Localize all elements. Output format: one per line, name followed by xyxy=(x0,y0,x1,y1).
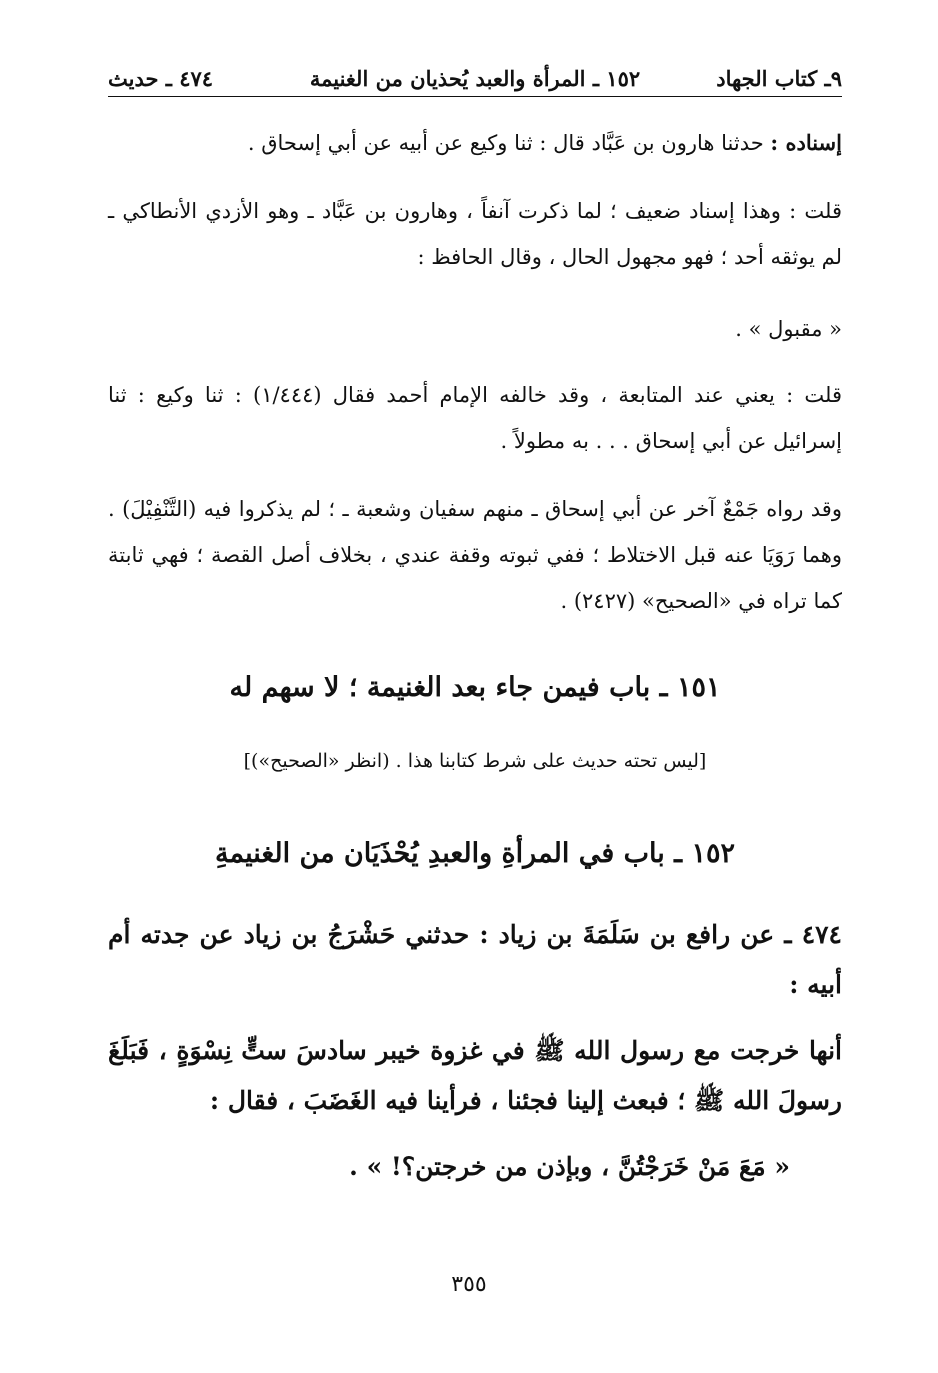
section-152-title: ١٥٢ ـ باب في المرأةِ والعبدِ يُحْذَيَان من الغنيمةِ xyxy=(214,838,736,869)
header-hadith-number: ٤٧٤ ـ حديث xyxy=(108,66,214,91)
hadith-body: أنها خرجت مع رسول الله ﷺ في غزوة خيبر سادسَ ستٍّ نِسْوَةٍ ، فَبَلَغَ رسولَ الله ﷺ ؛ فبعث إلينا فجئنا ، فرأينا فيه الغَضَبَ ، فقال : xyxy=(108,1036,842,1115)
commentary-paragraph-2: قلت : يعني عند المتابعة ، وقد خالفه الإمام أحمد فقال (١/٤٤٤) : ثنا وكيع : ثنا إسرائيل عن أبي إسحاق . . . به مطولاً . xyxy=(108,383,842,453)
section-151-title: ١٥١ ـ باب فيمن جاء بعد الغنيمة ؛ لا سهم له xyxy=(229,672,721,703)
commentary-quote-maqbul: « مقبول » . xyxy=(735,317,842,341)
commentary-paragraph-1: قلت : وهذا إسناد ضعيف ؛ لما ذكرت آنفاً ، وهارون بن عَبَّاد ـ وهو الأزدي الأنطاكي ـ لم يوثقه أحد ؛ فهو مجهول الحال ، وقال الحافظ : xyxy=(108,199,842,269)
hadith-chain: ٤٧٤ ـ عن رافع بن سَلَمَةَ بن زياد : حدثني حَشْرَجُ بن زياد عن جدته أم أبيه : xyxy=(108,920,842,999)
hadith-prophetic-quote: « مَعَ مَنْ خَرَجْتُنَّ ، وبإذن من خرجتن؟! » . xyxy=(349,1152,790,1181)
isnad-paragraph xyxy=(108,120,842,166)
header-section-title: ١٥٢ ـ المرأة والعبد يُحذيان من الغنيمة xyxy=(309,66,641,91)
isnad-label: إسناده : xyxy=(770,130,842,155)
section-151-note: [ليس تحته حديث على شرط كتابنا هذا . (انظر «الصحيح»)] xyxy=(243,750,707,772)
isnad-text: حدثنا هارون بن عَبَّاد قال : ثنا وكيع عن أبيه عن أبي إسحاق . xyxy=(247,131,771,155)
header-book-chapter: ٩ـ كتاب الجهاد xyxy=(716,66,842,91)
running-header xyxy=(108,62,842,97)
commentary-paragraph-3: وقد رواه جَمْعٌ آخر عن أبي إسحاق ـ منهم سفيان وشعبة ـ ؛ لم يذكروا فيه (التَّنْفِيْلَ) . وهما رَوَيَا عنه قبل الاختلاط ؛ ففي ثبوته وقفة عندي ، بخلاف أصل القصة ؛ فهي ثابتة كما تراه في «الصحيح» (٢٤٢٧) . xyxy=(108,497,842,613)
page-number: ٣٥٥ xyxy=(451,1272,487,1297)
